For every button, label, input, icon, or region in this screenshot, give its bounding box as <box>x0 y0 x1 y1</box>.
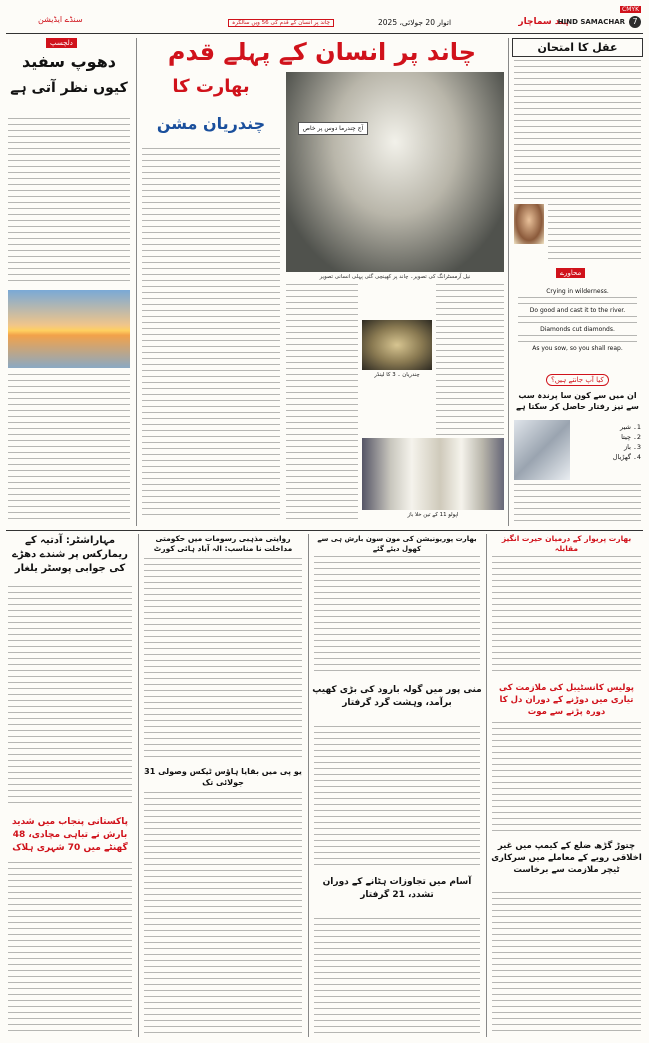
story-6-body <box>492 722 641 834</box>
masthead-bar <box>6 6 643 36</box>
story-1-headline: مہاراشٹر: آدتیہ کے ریمارکس پر شندے دھڑے کی جوابی پوسٹر یلغار <box>12 535 128 574</box>
quiz-portrait <box>514 204 544 244</box>
bottom-col-4 <box>490 534 643 1037</box>
quiz-questions <box>514 60 641 202</box>
story-10-body <box>314 556 480 676</box>
sunset-photo <box>8 290 130 368</box>
bottom-divider-1 <box>138 534 139 1037</box>
quiz-answers <box>548 204 641 262</box>
answer-text <box>514 484 641 524</box>
crew-photo <box>362 438 504 510</box>
story-1-body <box>8 586 132 808</box>
date-line: اتوار 20 جولائی، 2025 <box>378 18 452 27</box>
paper-name-urdu: ہند سماچار <box>518 17 569 27</box>
lead-subhead-1: بھارت کا <box>172 76 250 97</box>
story-4-body <box>144 792 302 1034</box>
lead-story <box>140 38 504 526</box>
story-6-headline: پولیس کانسٹیبل کی ملازمت کی تیاری میں دوڑنے کے دوران دل کا دورہ پڑنے سے موت <box>499 683 634 717</box>
option-3: 3۔ باز <box>624 443 641 451</box>
story-8-body <box>314 918 480 1034</box>
lead-body-col-a <box>142 148 280 518</box>
bottom-divider-2 <box>308 534 309 1037</box>
fold-rule <box>6 530 643 531</box>
story-5-body <box>314 726 480 870</box>
lead-body-col-c <box>436 284 504 444</box>
story-2-body <box>144 558 302 758</box>
quiz-title: عقل کا امتحان <box>512 38 643 57</box>
section-tag: سنڈے ایڈیشن <box>38 15 83 24</box>
story-4-headline: یو پی میں بقایا ہاؤس ٹیکس وصولی 31 جولائی تک <box>144 767 302 787</box>
proverb-3: Diamonds cut diamonds. <box>540 326 615 333</box>
photo-caption: نیل آرمسٹرانگ کی تصویر۔ چاند پر کھینچی گئی پہلی انسانی تصویر <box>319 274 471 280</box>
proverb-1: Crying in wilderness. <box>546 288 609 295</box>
left-headline-1: دھوپ سفید <box>21 52 116 71</box>
lander-caption: چندریان ۔ 3 کا لینڈر <box>374 372 420 378</box>
left-tag: دلچسپ <box>46 38 77 48</box>
cmyk-logo: CMYK <box>622 6 639 13</box>
proverb-2-translation <box>518 316 637 324</box>
did-you-know-tag: کیا آپ جانتے ہیں؟ <box>546 374 609 386</box>
proverbs-list <box>514 284 641 370</box>
astronaut-photo <box>286 72 504 272</box>
col-divider-1 <box>136 38 137 526</box>
proverb-4: As you sow, so you shall reap. <box>532 345 623 352</box>
photo-caption-box: آج چندرما دوس پر خاص <box>298 122 368 135</box>
proverb-tag: محاورے <box>556 268 585 278</box>
story-3-body <box>492 556 641 674</box>
lead-headline: چاند پر انسان کے پہلے قدم <box>167 38 477 66</box>
special-tag: چاند پر انسان کے قدم کی 56 ویں سالگرہ <box>228 19 334 27</box>
paper-name: HIND SAMACHAR <box>557 18 625 26</box>
option-4: 4۔ گھڑیال <box>612 453 641 461</box>
col-divider-2 <box>508 38 509 526</box>
story-9-headline: چتوڑ گڑھ ضلع کے کیمپ میں غیر اخلاقی رویے کے معاملے میں سرکاری ٹیچر ملازمت سے برخاست <box>491 841 642 875</box>
bottom-divider-3 <box>486 534 487 1037</box>
bottom-col-3 <box>312 534 482 1037</box>
story-9-body <box>492 892 641 1034</box>
story-8-headline: آسام میں تجاوزات ہٹانے کے دوران تشدد، 21 گرفتار <box>322 877 472 900</box>
story-10-headline: بھارت پوربونیشن کی مون سون بارش ہی سے کھول دیئے گئے <box>317 535 477 553</box>
did-you-know-headline: ان میں سے کون سا پرندہ سب سے تیز رفتار حاصل کر سکتا ہے <box>516 391 639 411</box>
story-3-headline: بھارت پریوار کے درمیان حیرت انگیز مقابلہ <box>501 534 632 553</box>
bottom-col-2 <box>142 534 304 1037</box>
proverb-2: Do good and cast it to the river. <box>529 307 626 314</box>
lead-body-col-b <box>286 284 358 520</box>
lead-subhead-2: چندریان مشن <box>156 114 266 133</box>
proverb-3-translation <box>518 335 637 343</box>
option-1: 1۔ شیر <box>619 423 641 431</box>
options-list <box>574 422 641 462</box>
proverb-1-translation <box>518 297 637 305</box>
bottom-col-1 <box>6 534 134 1037</box>
crew-caption: اپولو 11 کے تین خلا باز <box>407 512 459 518</box>
left-body-text-2 <box>8 374 130 524</box>
story-7-body <box>8 862 132 1034</box>
story-2-headline: روایتی مذہبی رسومات میں حکومتی مداخلت نا مناسب: الہ آباد ہائی کورٹ <box>153 534 293 553</box>
left-body-text-1 <box>8 118 130 286</box>
lander-photo <box>362 320 432 370</box>
right-column <box>512 38 643 526</box>
page-number-badge: 7 <box>629 16 641 28</box>
option-2: 2۔ چیتا <box>621 433 641 441</box>
story-7-headline: پاکستانی پنجاب میں شدید بارش نے تباہی مچادی، 48 گھنٹے میں 70 شہری ہلاک <box>11 817 129 853</box>
left-column <box>6 38 132 526</box>
bird-photo <box>514 420 570 480</box>
left-headline-2: کیوں نظر آتی ہے <box>10 80 128 96</box>
masthead-rule <box>6 33 643 34</box>
story-5-headline: منی پور میں گولہ بارود کی بڑی کھیپ برآمد، وہشت گرد گرفتار <box>312 685 482 708</box>
